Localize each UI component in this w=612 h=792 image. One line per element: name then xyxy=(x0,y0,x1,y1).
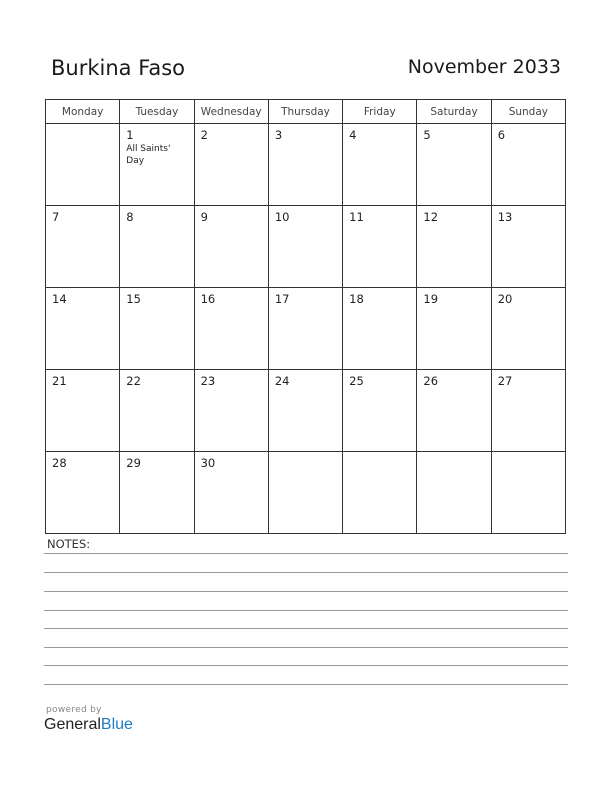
week-row xyxy=(46,370,566,452)
day-cell xyxy=(120,206,194,288)
day-cell xyxy=(268,370,342,452)
day-cell xyxy=(268,452,342,534)
day-number: 10 xyxy=(274,210,290,224)
week-row xyxy=(46,206,566,288)
calendar-grid xyxy=(45,99,566,534)
day-number: 6 xyxy=(497,128,506,142)
day-number: 25 xyxy=(349,374,364,388)
day-cell xyxy=(268,288,342,370)
weekday-header: Thursday xyxy=(268,100,342,124)
day-number: 18 xyxy=(349,292,364,306)
note-line xyxy=(44,684,568,685)
day-number: 3 xyxy=(274,128,283,142)
weekday-header: Tuesday xyxy=(120,100,194,124)
day-cell xyxy=(194,206,268,288)
day-cell xyxy=(417,288,491,370)
day-number: 15 xyxy=(126,292,141,306)
weekday-header-row xyxy=(46,100,566,124)
powered-by-label: powered by xyxy=(46,705,102,715)
day-number: 7 xyxy=(52,210,60,224)
day-number: 14 xyxy=(52,292,67,306)
day-number: 9 xyxy=(200,210,208,224)
day-number: 16 xyxy=(200,292,216,306)
day-cell xyxy=(194,124,268,206)
day-number: 2 xyxy=(200,128,208,142)
day-number: 17 xyxy=(274,292,290,306)
weekday-header: Friday xyxy=(343,100,417,124)
day-cell xyxy=(491,206,565,288)
day-cell xyxy=(120,124,194,206)
day-cell xyxy=(343,124,417,206)
week-row xyxy=(46,452,566,534)
day-cell xyxy=(120,288,194,370)
day-cell xyxy=(46,288,120,370)
day-number: 28 xyxy=(52,456,67,470)
day-cell xyxy=(491,124,565,206)
day-number: 11 xyxy=(349,210,364,224)
day-number: 26 xyxy=(423,374,439,388)
day-cell xyxy=(120,452,194,534)
generalblue-logo[interactable] xyxy=(44,716,133,734)
note-line xyxy=(44,610,568,611)
day-number: 29 xyxy=(126,456,141,470)
day-cell xyxy=(46,370,120,452)
week-row xyxy=(46,124,566,206)
day-cell xyxy=(417,206,491,288)
day-number: 1 xyxy=(126,128,134,142)
day-cell xyxy=(343,370,417,452)
weekday-header: Sunday xyxy=(491,100,565,124)
brand-general-text: General xyxy=(44,716,101,733)
day-cell xyxy=(194,288,268,370)
notes-label: NOTES: xyxy=(47,537,91,551)
day-cell xyxy=(268,124,342,206)
day-cell xyxy=(343,288,417,370)
day-cell xyxy=(491,370,565,452)
day-number: 4 xyxy=(349,128,357,142)
note-line xyxy=(44,591,568,592)
day-number: 23 xyxy=(200,374,216,388)
day-cell xyxy=(417,370,491,452)
day-cell xyxy=(343,206,417,288)
day-number: 13 xyxy=(497,210,513,224)
weekday-header: Wednesday xyxy=(194,100,268,124)
day-number: 8 xyxy=(126,210,134,224)
note-line xyxy=(44,665,568,666)
brand-blue-text: Blue xyxy=(100,716,133,733)
day-number: 20 xyxy=(497,292,513,306)
weekday-header: Saturday xyxy=(417,100,491,124)
day-cell xyxy=(268,206,342,288)
note-line xyxy=(44,572,568,573)
day-number: 24 xyxy=(274,374,290,388)
month-year-title: November 2033 xyxy=(407,56,561,78)
day-number: 22 xyxy=(126,374,141,388)
holiday-label: All Saints' Day xyxy=(126,144,171,166)
day-cell xyxy=(417,452,491,534)
day-cell xyxy=(343,452,417,534)
day-cell xyxy=(120,370,194,452)
day-cell xyxy=(417,124,491,206)
day-number: 27 xyxy=(497,374,513,388)
day-cell xyxy=(194,452,268,534)
country-title: Burkina Faso xyxy=(51,56,186,80)
day-cell xyxy=(194,370,268,452)
note-line xyxy=(44,553,568,554)
day-number: 12 xyxy=(423,210,439,224)
note-line xyxy=(44,647,568,648)
week-row xyxy=(46,288,566,370)
day-number: 19 xyxy=(423,292,439,306)
note-line xyxy=(44,628,568,629)
day-number: 5 xyxy=(423,128,431,142)
day-cell xyxy=(46,124,120,206)
day-cell xyxy=(491,452,565,534)
weekday-header: Monday xyxy=(46,100,120,124)
day-number: 30 xyxy=(200,456,216,470)
day-cell xyxy=(491,288,565,370)
day-cell xyxy=(46,452,120,534)
day-number: 21 xyxy=(52,374,67,388)
day-cell xyxy=(46,206,120,288)
